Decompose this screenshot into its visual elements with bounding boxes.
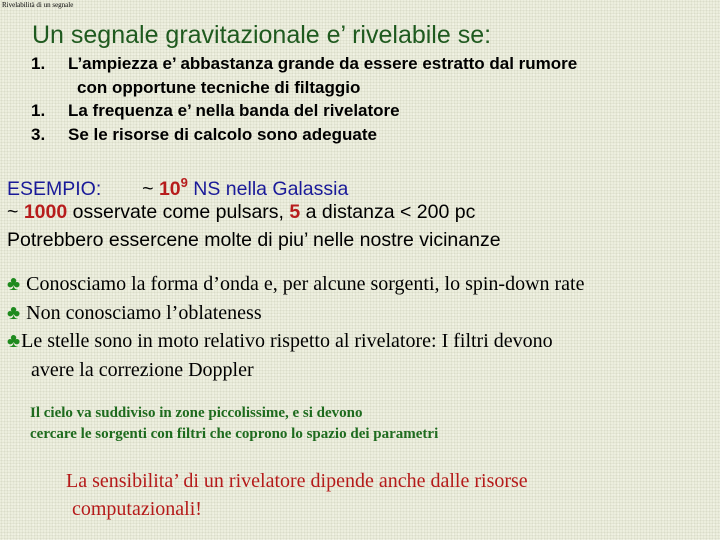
conclusion-block [66, 467, 528, 523]
point-item [7, 270, 584, 299]
clubs-icon: ♣ [7, 330, 21, 352]
ns-text: NS nella Galassia [193, 178, 349, 200]
example-line-2 [7, 198, 501, 227]
conclusion-line-2: computazionali! [72, 498, 202, 520]
point-item [7, 327, 584, 356]
note-line-2: cercare le sorgenti con filtri che coprono lo spazio dei parametri [30, 426, 439, 442]
point-text: Non conosciamo l’oblateness [26, 301, 262, 324]
conclusion-line-1: La sensibilita’ di un rivelatore dipende anche dalle risorse [66, 470, 528, 492]
point-text: Conosciamo la forma d’onda e, per alcune sorgenti, lo spin-down rate [26, 273, 585, 295]
example-label: ESEMPIO: [7, 178, 102, 200]
clubs-icon: ♣ [7, 301, 21, 324]
distance-text: a distanza < 200 pc [305, 200, 476, 223]
example-line-3: Potrebbero essercene molte di piu’ nelle nostre vicinanze [7, 229, 501, 251]
near-count: 5 [289, 200, 301, 223]
point-continuation: avere la correzione Doppler [31, 358, 254, 381]
observed-count: 1000 [23, 200, 68, 223]
clubs-icon: ♣ [7, 273, 21, 295]
note-line-1: Il cielo va suddiviso in zone piccolissime, e si devono [30, 405, 363, 421]
condition-text: Se le risorse di calcolo sono adeguate [68, 125, 377, 144]
condition-text: L’ampiezza e’ abbastanza grande da essere estratto dal rumore [68, 54, 578, 73]
tilde: ~ [142, 178, 154, 200]
condition-text: La frequenza e’ nella banda del rivelatore [68, 101, 400, 120]
point-text: Le stelle sono in moto relativo rispetto al rivelatore: I filtri devono [21, 330, 553, 352]
condition-text-continuation: con opportune tecniche di filtaggio [77, 78, 361, 97]
ten-value: 10 [158, 178, 181, 200]
example-block [7, 169, 501, 255]
condition-number: 3. [31, 125, 46, 144]
note-block [30, 403, 438, 445]
points-list [7, 270, 584, 384]
exponent-value: 9 [180, 175, 188, 190]
example-line-1 [7, 169, 501, 198]
condition-number: 1. [31, 54, 46, 73]
condition-number: 1. [31, 101, 46, 120]
point-item [7, 299, 584, 328]
observed-text: osservate come pulsars, [72, 200, 284, 223]
slide-title: Un segnale gravitazionale e’ rivelabile se: [32, 21, 492, 49]
tilde: ~ [7, 200, 19, 223]
slide-header-label: Rivelabilità di un segnale [2, 1, 74, 9]
